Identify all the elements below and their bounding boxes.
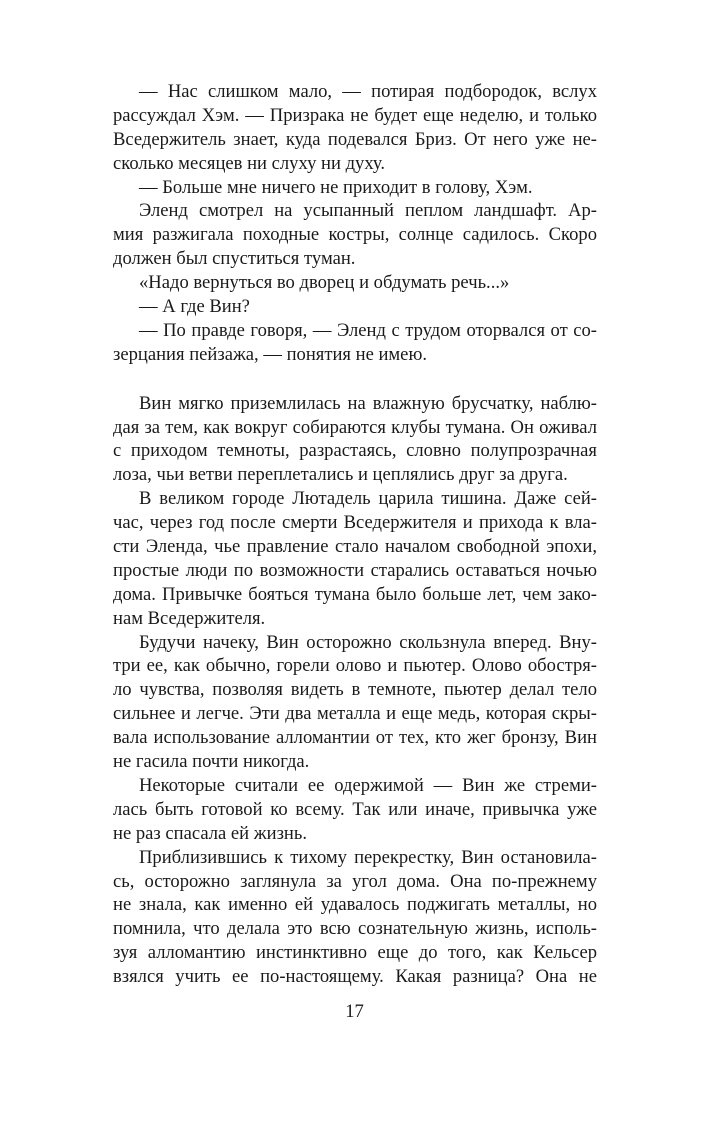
text-line: должен был спуститься туман. [113, 248, 356, 270]
text-line: Некоторые считали ее одержимой — Вин же стреми- [139, 774, 597, 796]
text-line: с приходом темноты, разрастаясь, словно полупрозрачная [113, 440, 597, 462]
text-line: мия разжигала походные костры, солнце садилось. Скоро [113, 224, 597, 246]
text-line: «Надо вернуться во дворец и обдумать речь...» [139, 272, 510, 294]
text-line: нам Вседержителя. [113, 607, 266, 629]
text-line: Эленд смотрел на усыпанный пеплом ландшафт. Ар- [139, 200, 597, 222]
page-number: 17 [345, 1001, 364, 1022]
text-line: не знала, как именно ей удавалось поджигать металлы, но [113, 894, 597, 916]
text-line: дая за тем, как вокруг собираются клубы тумана. Он оживал [113, 416, 597, 438]
text-line: зерцания пейзажа, — понятия не имею. [113, 343, 427, 365]
page-text [113, 80, 597, 989]
text-line: Будучи начеку, Вин осторожно скользнула вперед. Вну- [139, 631, 597, 653]
text-line: — Нас слишком мало, — потирая подбородок, вслух [139, 81, 597, 102]
text-line: — А где Вин? [139, 296, 250, 318]
text-line: сколько месяцев ни слуху ни духу. [113, 152, 385, 174]
text-line: не гасила почти никогда. [113, 751, 310, 773]
text-line: сь, осторожно заглянула за угол дома. Она по-прежнему [113, 870, 597, 892]
text-line: лась быть готовой ко всему. Так или иначе, привычка уже [113, 798, 597, 820]
section-2 [113, 392, 597, 989]
text-line: сти Эленда, чье правление стало началом свободной эпохи, [113, 536, 597, 558]
text-line: помнила, что делала это всю сознательную жизнь, исполь- [113, 918, 597, 940]
text-line: сильнее и легче. Эти два металла и еще медь, которая скры- [113, 703, 597, 725]
text-line: — Больше мне ничего не приходит в голову, Хэм. [139, 176, 533, 198]
text-line: рассуждал Хэм. — Призрака не будет еще неделю, и только [113, 104, 597, 126]
text-line: взялся учить ее по-настоящему. Какая разница? Она не [113, 966, 597, 988]
text-line: простые люди по возможности старались оставаться ночью [113, 559, 597, 581]
text-line: Вин мягко приземлилась на влажную брусчатку, наблю- [139, 392, 597, 414]
text-line: зуя алломантию инстинктивно еще до того, как Кельсер [113, 942, 597, 964]
text-line: лоза, чьи ветви переплетались и цеплялись друг за друга. [113, 464, 568, 486]
text-line: ло чувства, позволяя видеть в темноте, пьютер делал тело [113, 679, 597, 701]
text-line: дома. Привычке бояться тумана было больше лет, чем зако- [113, 583, 597, 605]
text-line: Приблизившись к тихому перекрестку, Вин остановила- [139, 846, 597, 868]
text-line: час, через год после смерти Вседержителя и прихода к вла- [113, 512, 597, 534]
section-break [113, 367, 597, 392]
text-line: не раз спасала ей жизнь. [113, 822, 307, 844]
section-1 [113, 80, 597, 367]
text-line: В великом городе Лютадель царила тишина. Даже сей- [139, 488, 597, 510]
text-line: — По правде говоря, — Эленд с трудом оторвался от со- [139, 319, 597, 341]
text-line: Вседержитель знает, куда подевался Бриз. От него уже не- [113, 128, 597, 150]
text-line: три ее, как обычно, горели олово и пьютер. Олово обостря- [113, 655, 597, 677]
text-line: вала использование алломантии от тех, кто жег бронзу, Вин [113, 727, 597, 749]
